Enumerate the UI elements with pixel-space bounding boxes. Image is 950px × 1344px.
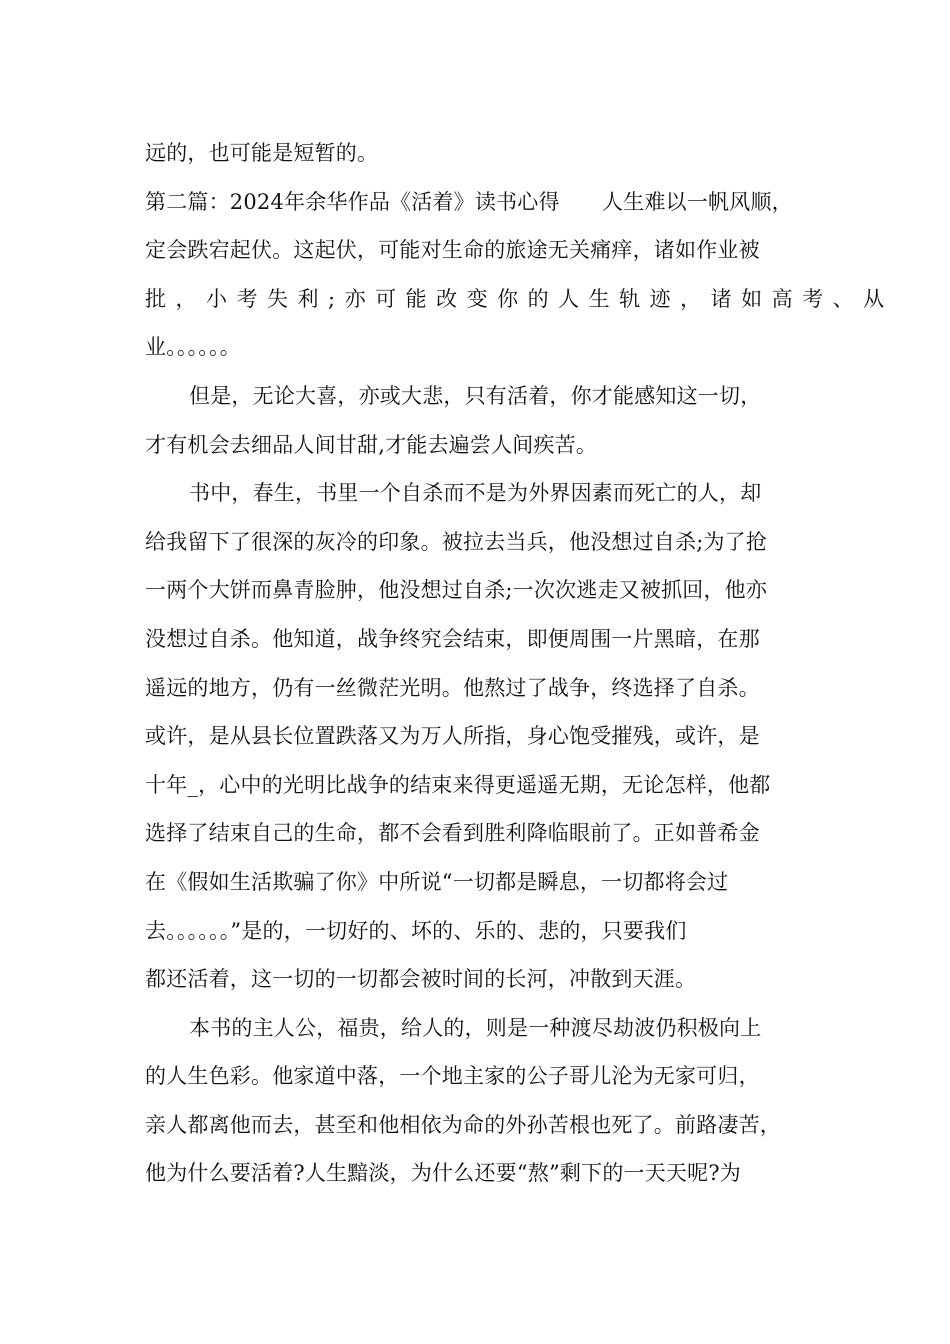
text-line: 的人生色彩。他家道中落，一个地主家的公子哥儿沦为无家可归， [145, 1064, 760, 1089]
text-line: 才有机会去细品人间甘甜,才能去遍尝人间疾苦。 [145, 432, 598, 457]
text-line: 定会跌宕起伏。这起伏，可能对生命的旅途无关痛痒，诸如作业被 [145, 238, 760, 263]
text-line: 业。。。。。。 [145, 335, 241, 360]
text-line: 没想过自杀。他知道，战争终究会结束，即便周围一片黑暗，在那 [145, 626, 760, 651]
text-line: 在《假如生活欺骗了你》中所说“一切都是瞬息，一切都将会过 [145, 869, 729, 894]
paragraph-first-line: 但是，无论大喜，亦或大悲，只有活着，你才能感知这一切， [189, 383, 762, 408]
text-line: 遥远的地方，仍有一丝微茫光明。他熬过了战争，终选择了自杀。 [145, 675, 760, 700]
text-line: 或许，是从县长位置跌落又为万人所指，身心饱受摧残，或许，是 [145, 724, 760, 749]
text-line: 批，小考失利;亦可能改变你的人生轨迹，诸如高考、从 [145, 286, 894, 311]
body-text [145, 129, 894, 1198]
text-line: 选择了结束自己的生命，都不会看到胜利降临眼前了。正如普希金 [145, 821, 760, 846]
text-line: 远的，也可能是短暂的。 [145, 141, 379, 165]
text-line: 一两个大饼而鼻青脸肿，他没想过自杀;一次次逃走又被抓回，他亦 [145, 578, 768, 603]
paragraph-first-line: 本书的主人公，福贵，给人的，则是一种渡尽劫波仍积极向上 [189, 1015, 762, 1040]
text-line: 给我留下了很深的灰冷的印象。被拉去当兵，他没想过自杀;为了抢 [145, 529, 768, 554]
paragraph-first-line: 书中，春生，书里一个自杀而不是为外界因素而死亡的人，却 [189, 481, 762, 506]
text-line: 去。。。。。。”是的，一切好的、坏的、乐的、悲的，只要我们 [145, 918, 687, 943]
text-line: 他为什么要活着?人生黯淡，为什么还要“熬”剩下的一天天呢?为 [145, 1161, 741, 1186]
text-line: 第二篇：2024年余华作品《活着》读书心得 人生难以一帆风顺， [145, 189, 793, 214]
text-line: 亲人都离他而去，甚至和他相依为命的外孙苦根也死了。前路凄苦， [145, 1112, 781, 1137]
text-line: 十年_，心中的光明比战争的结束来得更遥遥无期，无论怎样，他都 [145, 772, 771, 797]
text-line: 都还活着，这一切的一切都会被时间的长河，冲散到天涯。 [145, 967, 697, 992]
